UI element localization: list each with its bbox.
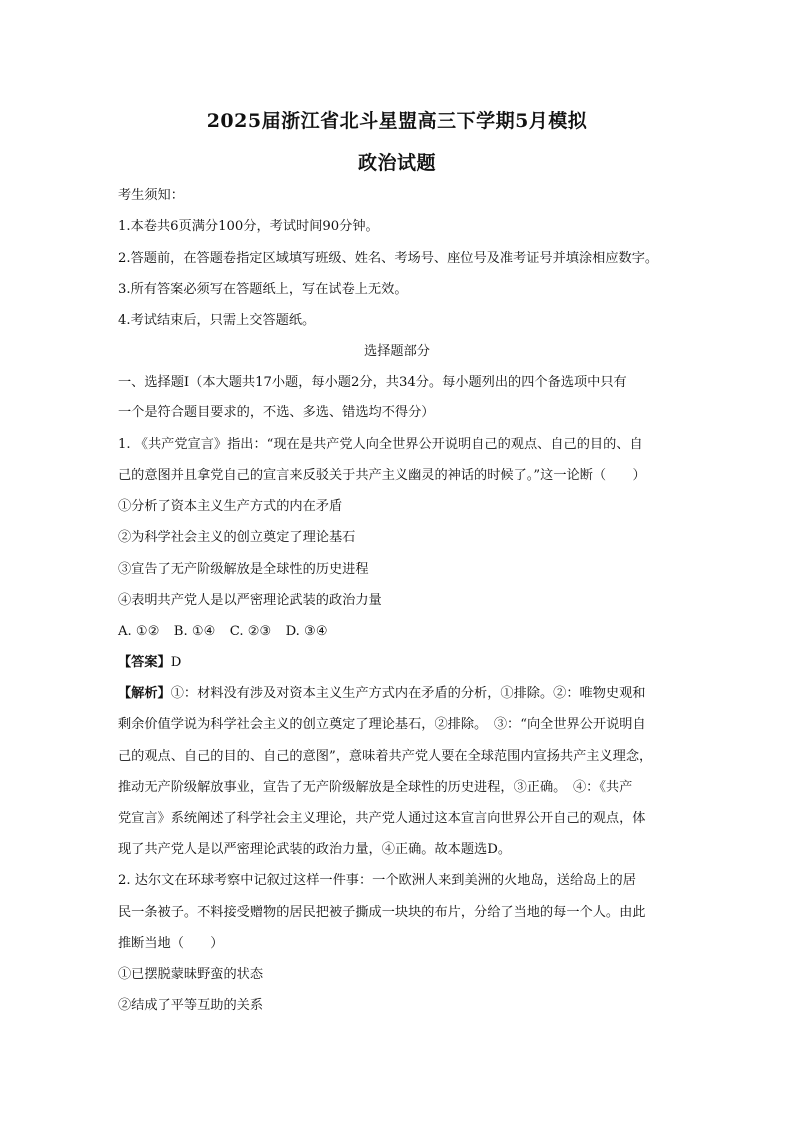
- notice-item: 3.所有答案必须写在答题纸上，写在试卷上无效。: [118, 282, 408, 297]
- question-1-statement: ①分析了资本主义生产方式的内在矛盾: [118, 499, 343, 514]
- answer-value: D: [170, 655, 182, 670]
- question-2-stem: 民一条被子。不料接受赠物的居民把被子撕成一块块的布片，分给了当地的每一个人。由此: [118, 905, 646, 920]
- analysis-text: 己的观点、自己的目的、自己的意图”，意味着共产党人要在全球范围内宣扬共产主义理念，: [118, 749, 653, 764]
- notice-item: 1.本卷共6页满分100分，考试时间90分钟。: [118, 219, 379, 234]
- question-1-options: [118, 622, 688, 642]
- notice-item: 4.考试结束后，只需上交答题纸。: [118, 313, 316, 328]
- exam-title: 2025届浙江省北斗星盟高三下学期5月模拟: [206, 110, 588, 132]
- question-1-statement: ④表明共产党人是以严密理论武装的政治力量: [118, 593, 382, 608]
- question-1-analysis: [118, 684, 688, 704]
- question-2-statement: ②结成了平等互助的关系: [118, 998, 264, 1013]
- analysis-text: ①：材料没有涉及对资本主义生产方式内在矛盾的分析，①排除。②：唯物史观和: [170, 686, 646, 701]
- question-2-stem: 2. 达尔文在环球考察中记叙过这样一件事：一个欧洲人来到美洲的火地岛，送给岛上的居: [118, 873, 636, 888]
- question-1-stem: 己的意图并且拿党自己的宣言来反驳关于共产主义幽灵的神话的时候了。”这一论断（ ）: [118, 468, 646, 483]
- question-1-statement: ③宣告了无产阶级解放是全球性的历史进程: [118, 562, 369, 577]
- option-a: A. ①②: [118, 624, 160, 639]
- notice-heading: 考生须知：: [118, 188, 184, 203]
- analysis-text: 现了共产党人是以严密理论武装的政治力量，④正确。故本题选D。: [118, 842, 512, 857]
- question-2-stem: 推断当地（ ）: [118, 936, 224, 951]
- analysis-text: 党宣言》系统阐述了科学社会主义理论，共产党人通过这本宣言向世界公开自己的观点，体: [118, 811, 646, 826]
- section-instruction: 一个是符合题目要求的，不选、多选、错选均不得分）: [118, 405, 435, 420]
- analysis-label: 【解析】: [118, 686, 171, 701]
- exam-subtitle: 政治试题: [357, 152, 436, 174]
- answer-label: 【答案】: [118, 655, 171, 670]
- option-d: D. ③④: [285, 624, 328, 639]
- question-1-stem: 1. 《共产党宣言》指出：“现在是共产党人向全世界公开说明自己的观点、自己的目的、自: [118, 437, 643, 452]
- question-1-answer: [118, 653, 688, 673]
- analysis-text: 推动无产阶级解放事业，宣告了无产阶级解放是全球性的历史进程，③正确。 ④：《共产: [118, 780, 633, 795]
- question-2-statement: ①已摆脱蒙昧野蛮的状态: [118, 967, 264, 982]
- analysis-text: 剩余价值学说为科学社会主义的创立奠定了理论基石，②排除。 ③：“向全世界公开说明自: [118, 717, 646, 732]
- notice-item: 2.答题前，在答题卷指定区域填写班级、姓名、考场号、座位号及准考证号并填涂相应数字。: [118, 251, 659, 266]
- section-title: 选择题部分: [364, 344, 430, 359]
- question-1-statement: ②为科学社会主义的创立奠定了理论基石: [118, 530, 356, 545]
- option-c: C. ②③: [229, 624, 272, 639]
- section-instruction: 一、选择题Ⅰ（本大题共17小题，每小题2分，共34分。每小题列出的四个备选项中只有: [118, 375, 627, 390]
- option-b: B. ①④: [173, 624, 216, 639]
